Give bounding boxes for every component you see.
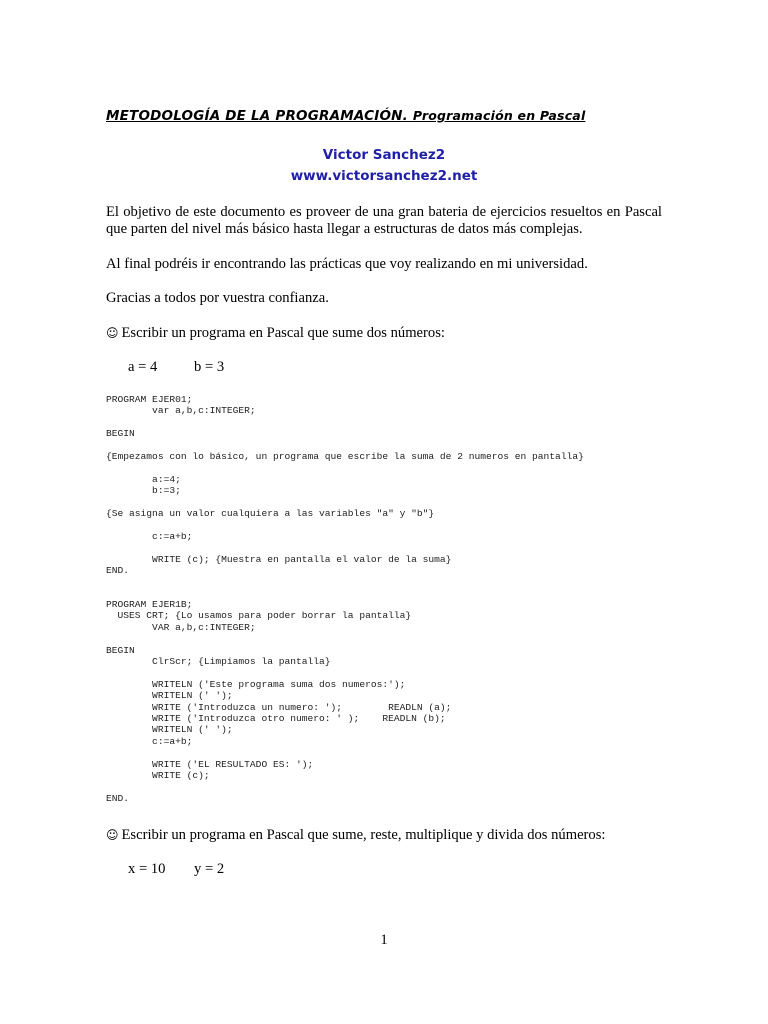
author-website: www.victorsanchez2.net	[290, 168, 478, 184]
author-name: Victor Sanchez2	[322, 147, 446, 163]
title-separator: .	[402, 108, 413, 124]
title-subtitle: Programación en Pascal	[412, 108, 586, 123]
variable-b: b = 3	[194, 359, 225, 375]
intro-paragraph-1: El objetivo de este documento es proveer de una gran bateria de ejercicios resueltos en Pascal que parten del nivel más básico hasta llegar a estructuras de datos más complejas.	[106, 204, 662, 237]
title-main: METODOLOGÍA DE LA PROGRAMACIÓN	[106, 108, 403, 124]
exercise-1-text: Escribir un programa en Pascal que sume dos números:	[121, 325, 445, 341]
code-block-ejer01: PROGRAM EJER01; var a,b,c:INTEGER; BEGIN {Empezamos con lo básico, un programa que escribe la suma de 2 numeros en pantalla} a:=4; b:=3; {Se asigna un valor cualquiera a las variables "a" y "b"} c:=a+b; WRITE (c); {Muestra en pantalla el valor de la suma} END.	[106, 394, 584, 577]
smiley-icon: ☺	[106, 828, 119, 842]
variable-a: a = 4	[128, 359, 158, 375]
code-block-ejer1b: PROGRAM EJER1B; USES CRT; {Lo usamos para poder borrar la pantalla} VAR a,b,c:INTEGER; BEGIN ClrScr; {Limpiamos la pantalla} WRITELN ('Este programa suma dos numeros:'); WRITELN (' '); WRITE ('Introduzca un numero: '); READLN (a); WRITE ('Introduzca otro numero: ' ); READLN (b); WRITELN (' '); c:=a+b; WRITE ('EL RESULTADO ES: '); WRITE (c); END.	[106, 599, 452, 804]
smiley-icon: ☺	[106, 326, 119, 340]
exercise-1-statement	[106, 325, 662, 342]
variable-y: y = 2	[194, 861, 225, 877]
exercise-2-statement	[106, 827, 706, 844]
intro-paragraph-2: Al final podréis ir encontrando las prácticas que voy realizando en mi universidad.	[106, 256, 588, 272]
intro-paragraph-3: Gracias a todos por vuestra confianza.	[106, 290, 329, 306]
exercise-2-text: Escribir un programa en Pascal que sume, reste, multiplique y divida dos números:	[121, 827, 606, 843]
document-title	[106, 108, 585, 124]
variable-x: x = 10	[128, 861, 166, 877]
page-number: 1	[380, 932, 388, 948]
